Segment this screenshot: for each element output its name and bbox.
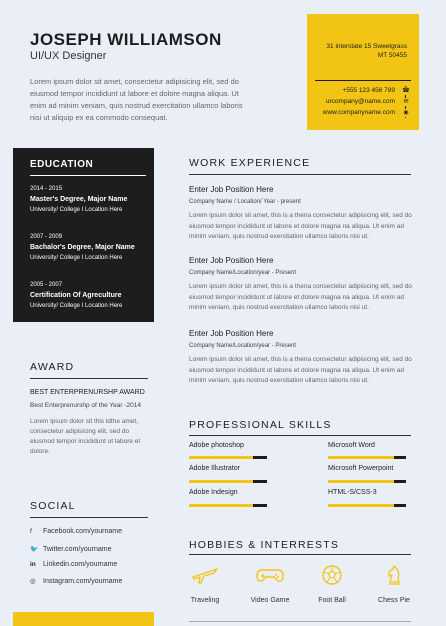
email-text[interactable]: urcompany@name.com (325, 98, 395, 105)
work-title: WORK EXPERIENCE (189, 157, 311, 169)
award-desc: Lorem ipsum dolor sit this ldthe amet, consectetur adipisicing elit, sed do eiusmod tempor incididunt ut labore et dolore. (30, 418, 141, 455)
resume-role: UI/UX Designer (30, 50, 107, 62)
football-icon (317, 564, 347, 586)
chess-knight-icon (379, 564, 409, 586)
facebook-icon: f (30, 528, 32, 535)
intro-text: Lorem ipsum dolor sit amet, consectetur adipisicing elit, sed do eiusmod tempor incididunt ut labore et dolore magna aliqua. Ut enim ad minim veniam, quis nostrud exercitation ullamco laboris nisi ut aliquip ex ea commodo consequat. (30, 77, 243, 122)
work-divider (189, 174, 411, 175)
social-divider (30, 517, 148, 518)
hobby-item: Foot Ball (302, 564, 362, 604)
job-entry: Enter Job Position Here Company Name/Location/year - Present Lorem ipsum dolor sit amet, this is a thena consectetur adipisicing elit, sed do eiusmod tempor incididunt ut labore et dolore magna na aliqua. Ut enim ad minim veniam, quis nostrud exercitation ullamco laboris nisi ut. (189, 329, 412, 384)
social-item-instagram[interactable]: ◎ Instagram.com/yourname (30, 578, 123, 585)
resume-name: JOSEPH WILLIAMSON (30, 30, 222, 49)
globe-icon: ◉ (403, 110, 409, 116)
skill-label: Adobe Illustrator (189, 465, 240, 472)
email-icon: ✉ (403, 99, 409, 105)
skill-label: Microsoft Powerpoint (328, 465, 394, 472)
education-item: 2007 - 2009 Bachalor's Degree, Major Name University/ College I Location Here (30, 234, 135, 261)
skill-bar (189, 456, 267, 459)
skill-bar (189, 504, 267, 507)
award-divider (30, 378, 148, 379)
skill-label: Adobe photoshop (189, 442, 244, 449)
hobbies-title: HOBBIES & INTERRESTS (189, 539, 340, 551)
skill-bar (328, 456, 406, 459)
bottom-rule (189, 621, 411, 622)
instagram-icon: ◎ (30, 578, 36, 585)
contact-divider (315, 80, 411, 81)
website-text[interactable]: www.companyname.com (322, 109, 395, 116)
gamepad-icon (255, 564, 285, 586)
hobby-item: Traveling (175, 564, 235, 604)
skills-title: PROFESSIONAL SKILLS (189, 419, 332, 431)
airplane-icon (190, 564, 220, 586)
contact-box (307, 14, 419, 130)
phone-text: +555 123 456 789 (342, 87, 395, 94)
education-item: 2005 - 2007 Certification Of Agreculture University/ College I Location Here (30, 282, 123, 309)
education-item: 2014 - 2015 Master's Degree, Major Name University/ College I Location Here (30, 186, 128, 213)
social-title: SOCIAL (30, 500, 76, 512)
skill-label: HTML-S/CSS-3 (328, 489, 377, 496)
social-item-linkedin[interactable]: in Linkedin.com/yourname (30, 561, 118, 568)
address: 31 interstate 15 Sweetgrass MT 50455 (326, 43, 407, 59)
social-item-twitter[interactable]: 🐦 Twitter.com/yourname (30, 546, 112, 553)
skill-bar (189, 480, 267, 483)
hobby-item: Chess Pie (364, 564, 424, 604)
award-heading: BEST ENTERPRENURSHP AWARD (30, 389, 145, 396)
skill-bar (328, 480, 406, 483)
award-title: AWARD (30, 361, 75, 373)
skills-divider (189, 435, 411, 436)
job-entry: Enter Job Position Here Company Name / Location/ Year - present Lorem ipsum dolor sit amet, this is a thena consectetur adipisicing elit, sed do eiusmod tempor incididunt ut labore et dolore magna na aliqua. Ut enim ad minim veniam, quis nostrud exercitation ullamco laboris nisi ut. (189, 185, 412, 240)
skill-label: Adobe Indesign (189, 489, 238, 496)
education-panel (13, 148, 154, 322)
education-underline (30, 175, 146, 176)
linkedin-icon: in (30, 561, 36, 568)
skill-label: Microsoft Word (328, 442, 375, 449)
twitter-icon: 🐦 (30, 546, 39, 553)
hobby-item: Video Game (240, 564, 300, 604)
hobbies-divider (189, 554, 411, 555)
award-sub: Best Enterprenurshp of the Year -2014 (30, 402, 141, 409)
job-entry: Enter Job Position Here Company Name/Location/year - Present Lorem ipsum dolor sit amet, this is a thena consectetur adipisicing elit, sed do eiusmod tempor incididunt ut labore et dolore magna na aliqua. Ut enim ad minim veniam, quis nostrud exercitation ullamco laboris nisi ut. (189, 256, 412, 311)
social-item-facebook[interactable]: f Facebook.com/yourname (30, 528, 122, 535)
skill-bar (328, 504, 406, 507)
education-title: EDUCATION (30, 159, 94, 170)
phone-icon: ☎ (402, 88, 410, 94)
accent-strip (13, 612, 154, 626)
